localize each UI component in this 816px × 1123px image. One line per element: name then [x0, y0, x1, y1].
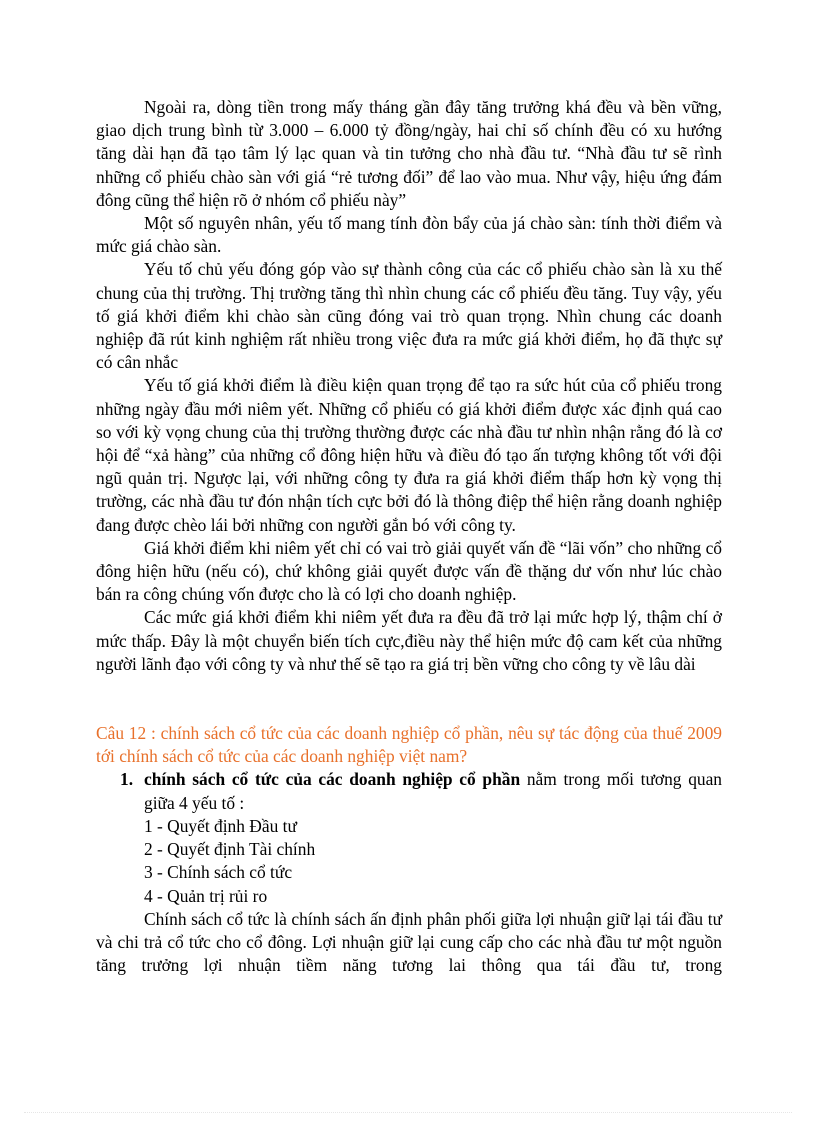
paragraph-capital-gain: Giá khởi điểm khi niêm yết chỉ có vai trò giải quyết vấn đề “lãi vốn” cho những cổ đông hiện hữu (nếu có), chứ không giải quyết được vấn đề thặng dư vốn như lúc chào bán ra công chúng vốn được cho là có lợi cho doanh nghiệp.	[96, 537, 722, 605]
numbered-section	[96, 768, 722, 814]
list-item: 1 - Quyết định Đầu tư	[144, 815, 297, 836]
section-title: chính sách cổ tức của các doanh nghiệp cổ phần	[144, 769, 521, 790]
paragraph-leverage-factors: Một số nguyên nhân, yếu tố mang tính đòn bẩy của já chào sàn: tính thời điểm và mức giá chào sàn.	[96, 213, 722, 257]
list-item: 3 - Chính sách cổ tức	[144, 862, 293, 883]
list-item: 4 - Quản trị rủi ro	[144, 885, 268, 906]
paragraph-initial-price: Yếu tố giá khởi điểm là điều kiện quan trọng để tạo ra sức hút của cổ phiếu trong những ngày đầu mới niêm yết. Những cổ phiếu có giá khởi điểm được xác định quá cao so với kỳ vọng chung của thị trường thường được các nhà đầu tư nhìn nhận rằng đó là cơ hội để “xả hàng” của những cổ đông hiện hữu và điều đó tạo ấn tượng không tốt với đội ngũ quản trị. Ngược lại, với những công ty đưa ra giá khởi điểm thấp hơn kỳ vọng thị trường, các nhà đầu tư đón nhận tích cực bởi đó là thông điệp thể hiện rằng doanh nghiệp đang được chèo lái bởi những con người gắn bó với công ty.	[96, 375, 722, 535]
question-heading: Câu 12 : chính sách cổ tức của các doanh nghiệp cổ phần, nêu sự tác động của thuế 2009 tới chính sách cổ tức của các doanh nghiệp việt nam?	[96, 723, 722, 767]
page-bottom-divider	[24, 1112, 792, 1113]
section-title-rest: nằm trong mối tương quan giữa 4 yếu tố :	[144, 769, 722, 813]
section-number: 1.	[120, 769, 134, 790]
paragraph-dividend-policy: Chính sách cổ tức là chính sách ấn định phân phối giữa lợi nhuận giữ lại tái đầu tư và chi trả cổ tức cho cổ đông. Lợi nhuận giữ lại cung cấp cho các nhà đầu tư một nguồn tăng trưởng lợi nhuận tiềm năng tương lai thông qua tái đầu tư, trong	[96, 908, 722, 976]
factor-list	[96, 815, 722, 908]
paragraph-market-trend: Yếu tố chủ yếu đóng góp vào sự thành công của các cổ phiếu chào sàn là xu thế chung của thị trường. Thị trường tăng thì nhìn chung các cổ phiếu đều tăng. Tuy vậy, yếu tố giá khởi điểm khi chào sàn cũng đóng vai trò quan trọng. Nhìn chung các doanh nghiệp đã rút kinh nghiệm rất nhiều trong việc đưa ra mức giá khởi điểm, họ đã thực sự có cân nhắc	[96, 259, 722, 373]
section-spacer	[96, 676, 722, 722]
list-item: 2 - Quyết định Tài chính	[144, 839, 316, 860]
paragraph-cash-flow: Ngoài ra, dòng tiền trong mấy tháng gần đây tăng trưởng khá đều và bền vững, giao dịch trung bình từ 3.000 – 6.000 tỷ đồng/ngày, hai chỉ số chính đều có xu hướng tăng dài hạn đã tạo tâm lý lạc quan và tin tưởng cho nhà đầu tư. “Nhà đầu tư sẽ rình những cổ phiếu chào sàn với giá “rẻ tương đối” để lao vào mua. Như vậy, hiệu ứng đám đông cũng thể hiện rõ ở nhóm cổ phiếu này”	[96, 97, 722, 210]
paragraph-reasonable-price: Các mức giá khởi điểm khi niêm yết đưa ra đều đã trở lại mức hợp lý, thậm chí ở mức thấp. Đây là một chuyển biến tích cực,điều này thể hiện mức độ cam kết của những người lãnh đạo với công ty và như thế sẽ tạo ra giá trị bền vững cho công ty về lâu dài	[96, 607, 722, 674]
document-page	[96, 96, 722, 977]
